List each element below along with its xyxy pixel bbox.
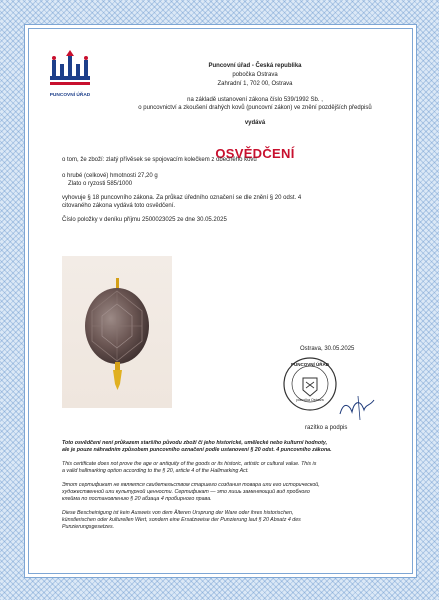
item-line: o tom, že zboží: zlatý přívěsek se spojovacím kolečkem z obecného kovu [62,157,257,163]
office-branch: pobočka Ostrava [232,72,278,78]
stamp-text-top: PUNCOVNÍ ÚŘAD [290,362,329,367]
place-date: Ostrava, 30.05.2025 [300,346,355,352]
disclaimer-de-3: Punzierungsgesetzes. [62,524,115,530]
pendant-image-icon [62,256,172,408]
law-line-1: na základě ustanovení zákona číslo 539/1992 Sb. , [187,97,323,103]
issues-label: vydává [244,120,266,126]
disclaimer-ru-1: Этот сертификат не является свидетельством старшего создания товара или его исторической, [62,482,320,488]
law-line-2: o puncovnictví a zkoušení drahých kovů (puncovní zákon) ve znění pozdějších předpisů [138,105,372,111]
official-stamp-icon [270,340,390,430]
disclaimer-de-1: Diese Bescheinigung ist kein Ausweis von dem Älteren Ursprung der Ware oder ihres historischen, [62,510,294,516]
fineness-line: Zlato o ryzosti 585/1000 [68,181,133,187]
stamp-text-bottom: pobočka Ostrava [296,398,324,402]
disclaimer-de-2: künstlerischen oder kulturellen Wert, sondern eine Ersatzweise der Punzierung laut § 20 Absatz 4 des [62,517,301,523]
comply-line-1: vyhovuje § 18 puncovního zákona. Za průkaz úředního označení se dle znění § 20 odst. 4 [62,195,302,201]
certificate-title: OSVĚDČENÍ [215,146,295,161]
disclaimer-cz-2: ale je pouze náhradním způsobem puncovního označení podle ustanovení § 20 odst. 4 puncovního zákona. [62,447,332,453]
disclaimer-en-1: This certificate does not prove the age or antiquity of the goods or its historic, artistic or cultural value. This is [62,461,317,467]
disclaimer-ru-3: клейма по постановлению § 20 абзаца 4 пробирного права. [62,496,212,502]
office-name: Puncovní úřad - Česká republika [208,63,302,69]
logo-label: PUNCOVNÍ ÚŘAD [49,93,91,98]
disclaimer-en-2: a valid hallmarking option according to the § 20, article 4 of the Hallmarking Act. [62,468,249,474]
disclaimer-cz-1: Toto osvědčení není průkazem staršího původu zboží či jeho historické, umělecké nebo kulturní hodnoty, [62,440,328,446]
stamp-caption: razítko a podpis [305,425,348,431]
weight-line: o hrubé (celkové) hmotnosti 27,20 g [62,173,158,179]
item-photo [62,256,172,408]
office-address: Zahradní 1, 702 00, Ostrava [217,81,293,87]
puncovni-urad-logo-icon [46,50,94,94]
disclaimer-ru-2: художественной или культурной ценности. Сертификат — это лишь заменяющий вид пробного [62,489,310,495]
comply-line-2: citovaného zákona vydává toto osvědčení. [62,203,176,209]
register-line: Číslo položky v deníku příjmu 2500023025 ze dne 30.05.2025 [62,217,227,223]
